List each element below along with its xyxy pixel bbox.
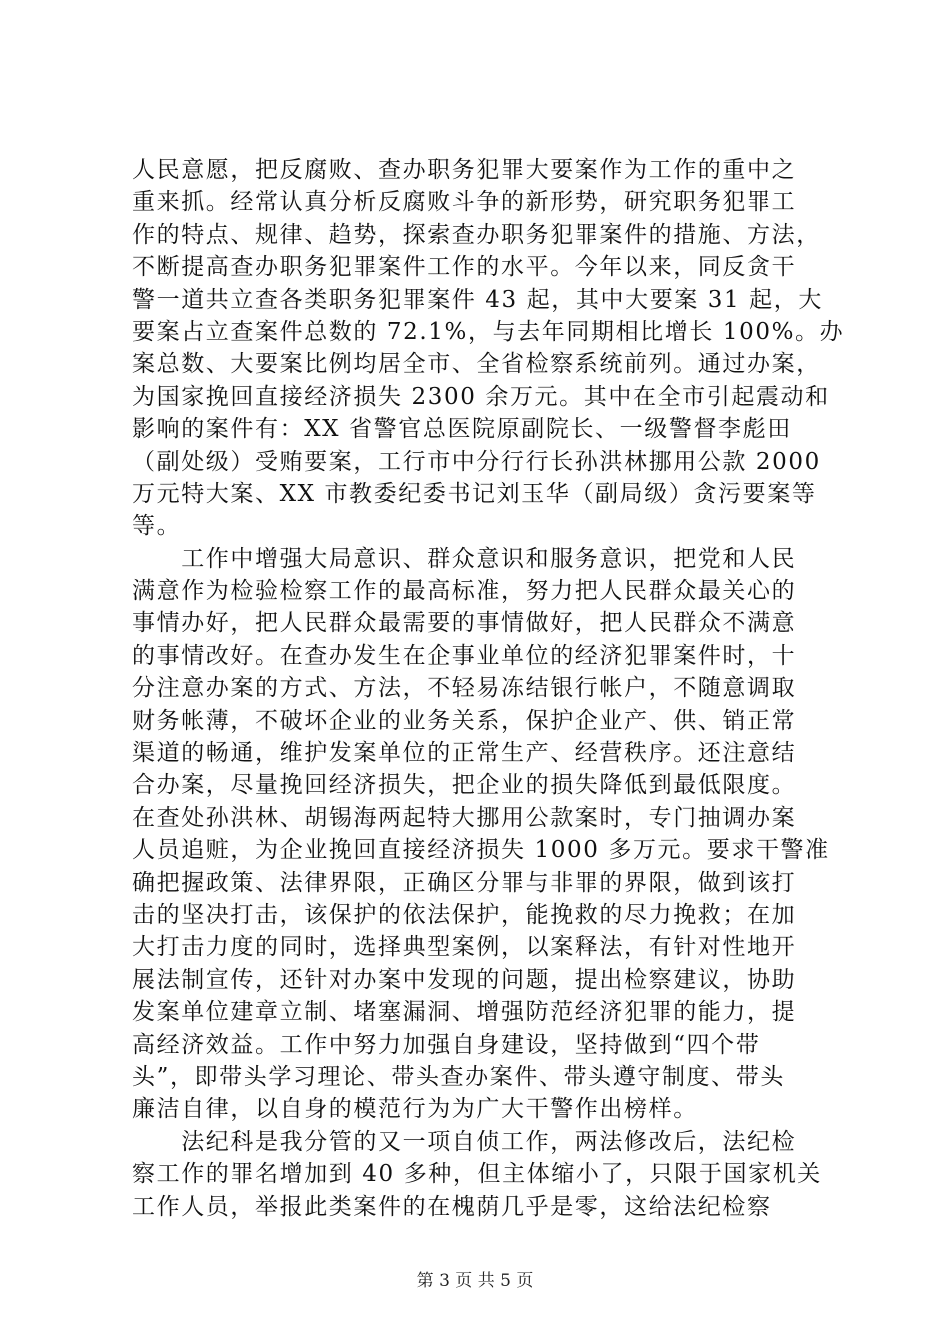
text-line: 工作人员，举报此类案件的在槐荫几乎是零，这给法纪检察: [132, 1193, 772, 1220]
text-line: 万元特大案、XX 市教委纪委书记刘玉华（副局级）贪污要案等: [132, 480, 817, 507]
text-line: 合办案，尽量挽回经济损失，把企业的损失降低到最低限度。: [132, 772, 797, 799]
text-line: 展法制宣传，还针对办案中发现的问题，提出检察建议，协助: [132, 966, 797, 993]
text-line: 在查处孙洪林、胡锡海两起特大挪用公款案时，专门抽调办案: [132, 804, 797, 831]
text-line: 重来抓。经常认真分析反腐败斗争的新形势，研究职务犯罪工: [132, 189, 797, 216]
text-line: 为国家挽回直接经济损失 2300 余万元。其中在全市引起震动和: [132, 383, 830, 410]
text-line: 事情办好，把人民群众最需要的事情做好，把人民群众不满意: [132, 610, 797, 637]
text-line: 分注意办案的方式、方法，不轻易冻结银行帐户，不随意调取: [132, 675, 797, 702]
text-line: 财务帐薄，不破坏企业的业务关系，保护企业产、供、销正常: [132, 707, 797, 734]
text-line: 确把握政策、法律界限，正确区分罪与非罪的界限，做到该打: [132, 869, 797, 896]
text-line: 高经济效益。工作中努力加强自身建设，坚持做到“四个带: [132, 1031, 761, 1058]
page-number-footer: 第 3 页 共 5 页: [416, 1271, 534, 1291]
text-line: 法纪科是我分管的又一项自侦工作，两法修改后，法纪检: [132, 1128, 797, 1155]
text-line: 渠道的畅通，维护发案单位的正常生产、经营秩序。还注意结: [132, 740, 797, 767]
text-line: 廉洁自律，以自身的模范行为为广大干警作出榜样。: [132, 1096, 698, 1123]
text-line: 满意作为检验检察工作的最高标准，努力把人民群众最关心的: [132, 578, 797, 605]
text-line: （副处级）受贿要案，工行市中分行行长孙洪林挪用公款 2000: [132, 448, 821, 475]
text-line: 大打击力度的同时，选择典型案例，以案释法，有针对性地开: [132, 934, 797, 961]
text-line: 影响的案件有：XX 省警官总医院原副院长、一级警督李彪田: [132, 416, 792, 443]
text-line: 要案占立查案件总数的 72.1%，与去年同期相比增长 100%。办: [132, 318, 845, 345]
text-line: 察工作的罪名增加到 40 多种，但主体缩小了，只限于国家机关: [132, 1161, 822, 1188]
text-line: 案总数、大要案比例均居全市、全省检察系统前列。通过办案，: [132, 351, 821, 378]
text-line: 的事情改好。在查办发生在企事业单位的经济犯罪案件时，十: [132, 642, 797, 669]
text-line: 等。: [132, 513, 182, 540]
text-line: 击的坚决打击，该保护的依法保护，能挽救的尽力挽救；在加: [132, 901, 797, 928]
text-line: 工作中增强大局意识、群众意识和服务意识，把党和人民: [132, 545, 797, 572]
body-text: [132, 154, 845, 1223]
text-line: 人民意愿，把反腐败、查办职务犯罪大要案作为工作的重中之: [132, 157, 797, 183]
text-line: 不断提高查办职务犯罪案件工作的水平。今年以来，同反贪干: [132, 254, 797, 281]
text-line: 作的特点、规律、趋势，探索查办职务犯罪案件的措施、方法，: [132, 221, 821, 248]
text-line: 头”，即带头学习理论、带头查办案件、带头遵守制度、带头: [132, 1063, 785, 1090]
text-line: 警一道共立查各类职务犯罪案件 43 起，其中大要案 31 起，大: [132, 286, 823, 313]
text-line: 发案单位建章立制、堵塞漏洞、增强防范经济犯罪的能力，提: [132, 999, 797, 1026]
text-line: 人员追赃，为企业挽回直接经济损失 1000 多万元。要求干警准: [132, 837, 830, 864]
